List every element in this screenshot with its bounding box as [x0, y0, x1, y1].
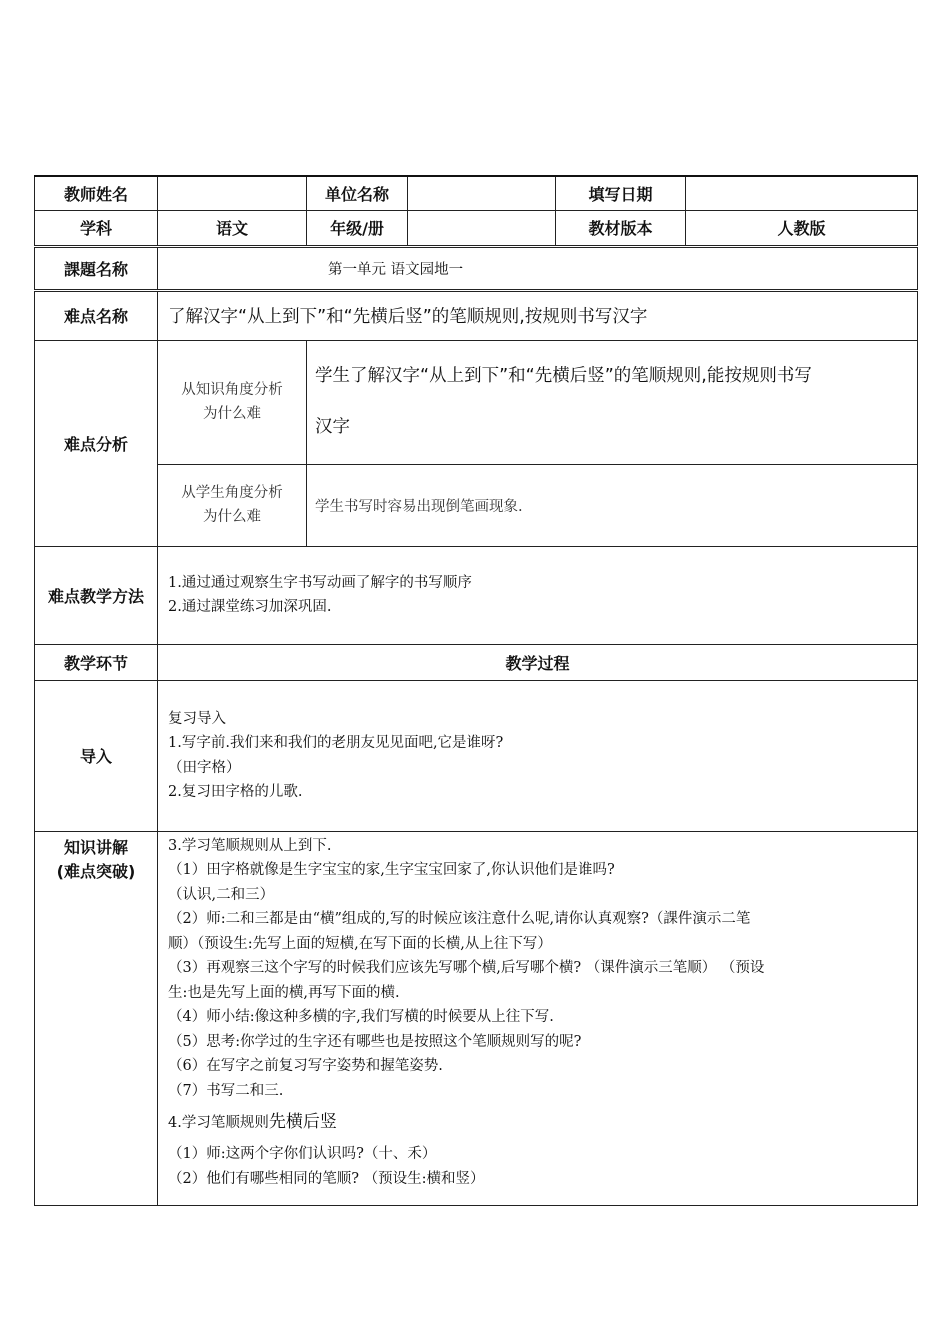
- knowledge-angle-label-line1: 从知识角度分析: [181, 381, 283, 398]
- teacher-name-label: 教师姓名: [35, 176, 158, 210]
- knowledge-angle-value-line2: 汉字: [315, 417, 350, 437]
- knowledge-line-1: 3.学习笔顺规则从上到下.: [168, 837, 332, 854]
- intro-content: [158, 680, 918, 831]
- intro-row: [35, 680, 918, 831]
- knowledge-angle-value: [307, 340, 918, 464]
- knowledge-line-5: 顺）（预设生:先写上面的短横,在写下面的长横,从上往下写）: [168, 935, 552, 952]
- method-line-1: 1.通过通过观察生字书写动画了解字的书写顺序: [168, 574, 472, 591]
- knowledge-line-3: （认识,二和三）: [168, 886, 275, 903]
- lesson-plan-sheet: [34, 175, 917, 1206]
- knowledge-row: [35, 831, 918, 1205]
- process-header: 教学过程: [158, 644, 918, 680]
- knowledge-label: [35, 831, 158, 1205]
- method-line-2: 2.通过課堂练习加深巩固.: [168, 599, 332, 615]
- fill-date-label: 填写日期: [556, 176, 686, 210]
- student-angle-label-line2: 为什么难: [203, 509, 261, 525]
- difficulty-row: [35, 290, 918, 340]
- grade-value: [408, 210, 556, 246]
- method-label: 难点教学方法: [35, 546, 158, 644]
- method-content: [158, 546, 918, 644]
- intro-line-2: 1.写字前.我们来和我们的老朋友见见面吧,它是谁呀?: [168, 735, 504, 751]
- knowledge-angle-label-line2: 为什么难: [203, 406, 261, 422]
- topic-label: 課題名称: [35, 246, 158, 290]
- knowledge-label-line2: (难点突破): [56, 862, 136, 881]
- intro-line-1: 复习导入: [168, 710, 226, 727]
- topic-value: 第一单元 语文园地一: [158, 246, 918, 290]
- subject-value: 语文: [158, 210, 307, 246]
- unit-name-value: [408, 176, 556, 210]
- difficulty-value: 了解汉字“从上到下”和“先横后竖”的笔顺规则,按规则书写汉字: [158, 290, 918, 340]
- lesson-plan-table: [34, 175, 918, 1206]
- knowledge-line-8: （4）师小结:像这种多横的字,我们写横的时候要从上往下写.: [168, 1009, 554, 1025]
- knowledge-label-line1: 知识讲解: [63, 837, 128, 857]
- knowledge-rule4-suffix: 先横后竖: [268, 1112, 337, 1132]
- analysis-knowledge-row: [35, 340, 918, 464]
- knowledge-rule4-prefix: 4.学习笔顺规则: [168, 1115, 269, 1131]
- knowledge-angle-value-line1: 学生了解汉字“从上到下”和“先横后竖”的笔顺规则,能按规则书写: [315, 366, 812, 386]
- knowledge-line-6: （3）再观察三这个字写的时候我们应该先写哪个横,后写哪个横? （课件演示三笔顺） （预设: [168, 960, 765, 976]
- knowledge-line-7: 生:也是先写上面的横,再写下面的横.: [168, 984, 400, 1001]
- difficulty-label: 难点名称: [35, 290, 158, 340]
- student-angle-value: 学生书写时容易出现倒笔画现象.: [307, 464, 918, 546]
- stage-header: 教学环节: [35, 644, 158, 680]
- subject-label: 学科: [35, 210, 158, 246]
- knowledge-line-12: （1）师:这两个字你们认识吗?（十、禾）: [168, 1146, 437, 1162]
- knowledge-rule4-line: [168, 1103, 917, 1142]
- textbook-value: 人教版: [686, 210, 918, 246]
- method-row: [35, 546, 918, 644]
- knowledge-line-4: （2）师:二和三都是由“横”组成的,写的时候应该注意什么呢,请你认真观察?（課件演示二笔: [168, 911, 751, 927]
- unit-name-label: 单位名称: [307, 176, 408, 210]
- intro-label: 导入: [35, 680, 158, 831]
- student-angle-label-line1: 从学生角度分析: [181, 484, 283, 501]
- process-header-row: [35, 644, 918, 680]
- student-angle-label: [158, 464, 307, 546]
- teacher-name-value: [158, 176, 307, 210]
- intro-line-4: 2.复习田字格的儿歌.: [168, 784, 303, 800]
- grade-label: 年级/册: [307, 210, 408, 246]
- info-row-1: [35, 176, 918, 210]
- knowledge-angle-label: [158, 340, 307, 464]
- info-row-2: [35, 210, 918, 246]
- analysis-label: 难点分析: [35, 340, 158, 546]
- intro-line-3: （田字格）: [168, 759, 241, 776]
- knowledge-line-2: （1）田字格就像是生字宝宝的家,生字宝宝回家了,你认识他们是谁吗?: [168, 862, 615, 878]
- knowledge-line-10: （6）在写字之前复习写字姿势和握笔姿势.: [168, 1058, 443, 1074]
- knowledge-line-9: （5）思考:你学过的生字还有哪些也是按照这个笔顺规则写的呢?: [168, 1033, 582, 1050]
- textbook-label: 教材版本: [556, 210, 686, 246]
- topic-row: [35, 246, 918, 290]
- knowledge-line-11: （7）书写二和三.: [168, 1082, 284, 1099]
- knowledge-content: [158, 831, 918, 1205]
- analysis-student-row: [35, 464, 918, 546]
- fill-date-value: [686, 176, 918, 210]
- knowledge-line-13: （2）他们有哪些相同的笔顺? （预设生:横和竖）: [168, 1170, 485, 1187]
